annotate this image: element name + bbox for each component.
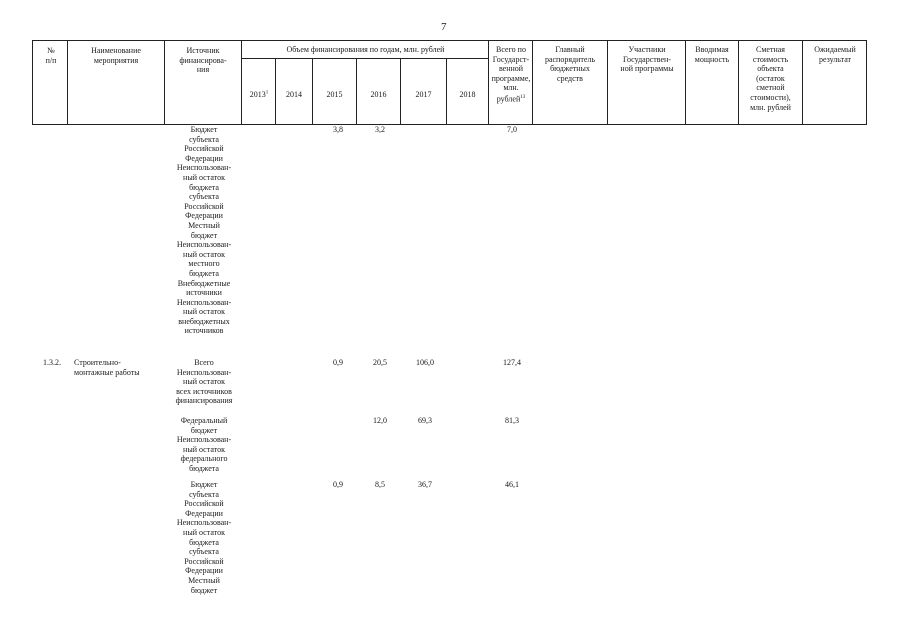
year-2016: 2016 <box>370 90 387 99</box>
block1-sources: Бюджет субъекта Российской Федерации Неиспользован- ный остаток бюджета субъекта Российской Федерации Местный бюджет Неиспользован- ный остаток местного бюджета Внебюджетные источники Неиспользован- ный остаток внебюджетных источников <box>176 125 232 336</box>
all-2015: 0,9 <box>333 358 343 367</box>
subj-2017: 36,7 <box>418 480 432 489</box>
year-2013: 2013$^1$ <box>249 90 269 99</box>
year-2017: 2017 <box>415 90 432 99</box>
block2-sources-subj: Бюджет субъекта Российской Федерации Неиспользован- ный остаток бюджета субъекта Российской Федерации Местный бюджет <box>176 480 232 595</box>
header-cost: Сметная стоимость объекта (остаток сметной стоимости), млн. рублей <box>750 45 791 112</box>
block1-2016: 3,2 <box>375 125 385 134</box>
fed-2017: 69,3 <box>418 416 432 425</box>
col-divider <box>488 41 489 124</box>
all-2016: 20,5 <box>373 358 387 367</box>
col-divider <box>164 41 165 124</box>
subj-2016: 8,5 <box>375 480 385 489</box>
header-volume: Объем финансирования по годам, млн. рублей <box>286 45 445 54</box>
item-name: Строительно- монтажные работы <box>74 358 140 377</box>
all-total: 127,4 <box>503 358 521 367</box>
header-main-manager: Главный распорядитель бюджетных средств <box>544 45 596 83</box>
all-2017: 106,0 <box>416 358 434 367</box>
header-source: Источник финансирова- ния <box>179 46 227 75</box>
table-header <box>32 40 867 125</box>
year-2015: 2015 <box>326 90 343 99</box>
block2-sources-fed: Федеральный бюджет Неиспользован- ный остаток федерального бюджета <box>176 416 232 473</box>
col-divider <box>607 41 608 124</box>
page-number: 7 <box>441 21 447 33</box>
block1-total: 7,0 <box>507 125 517 134</box>
subj-total: 46,1 <box>505 480 519 489</box>
fed-2016: 12,0 <box>373 416 387 425</box>
col-divider <box>67 41 68 124</box>
item-number: 1.3.2. <box>43 358 61 367</box>
block1-2015: 3,8 <box>333 125 343 134</box>
subj-2015: 0,9 <box>333 480 343 489</box>
header-participants: Участники Государствен- ной программы <box>620 45 674 74</box>
header-capacity: Вводимая мощность <box>694 45 730 64</box>
col-divider <box>241 41 242 124</box>
header-result: Ожидаемый результат <box>814 45 856 64</box>
fed-total: 81,3 <box>505 416 519 425</box>
year-subheader-line <box>241 58 488 59</box>
block2-sources-all: Всего Неиспользован- ный остаток всех источников финансирования <box>175 358 233 406</box>
header-no: № п/п <box>45 46 57 65</box>
year-2014: 2014 <box>286 90 302 99</box>
year-2018: 2018 <box>459 90 476 99</box>
header-total: Всего по Государст- венной программе, млн. рублей$^{13}$ <box>491 45 531 104</box>
header-name: Наименование мероприятия <box>91 46 141 65</box>
